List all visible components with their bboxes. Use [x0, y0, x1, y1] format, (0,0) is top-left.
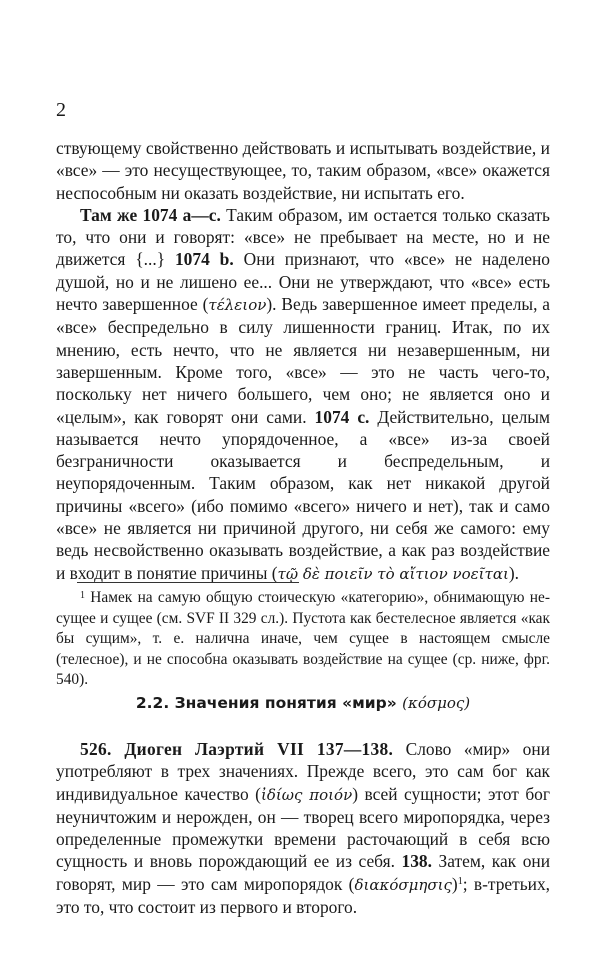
paragraph-continuation: ствующему свойственно действовать и испытывать воздействие, и «все» — это несуществующее, то, таким образом, «все» окажется неспособным ни оказать воздействие, ни испытать его. — [56, 138, 550, 203]
footnote-marker: 1 — [80, 590, 85, 601]
section-greek-term: (κόσμος) — [402, 694, 471, 712]
page-number: 2 — [56, 99, 66, 121]
reference-1074-c: 1074 c. — [314, 406, 370, 427]
text-segment: ; в-третьих, это то, что состоит из первого и второго. — [56, 873, 550, 918]
text-segment: Затем, как они говорят, мир — это сам миропорядок ( — [56, 851, 551, 894]
text-segment: ) — [451, 873, 458, 894]
main-text — [56, 137, 550, 585]
footnote-body: Намек на самую общую стоическую «категорию», обнимающую не-сущее и сущее (см. SVF II 329 сл.). Пустота как бестелесное является «как бы сущим», т. е. налична иначе, чем сущее в настоящем смысле (телесное), и не способна оказывать воздействие на сущее (ср. ниже, фрг. 540). — [56, 589, 550, 689]
reference-1074-b: 1074 b. — [174, 249, 234, 270]
reference-138: 138. — [401, 851, 432, 872]
paragraph-1074 — [56, 204, 550, 585]
greek-term: τέλειον — [208, 296, 267, 315]
reference-1074-a-c: Там же 1074 a—c. — [80, 204, 221, 225]
text-segment: Таким образом, им остается только сказать то, что они и говорят: «все» не пребывает на месте, но и не движется {...} — [56, 204, 550, 270]
section-title: 2.2. Значения понятия «мир» — [135, 694, 403, 712]
greek-phrase: τῷ δὲ ποιεῖν τὸ αἴτιον νοεῖται — [277, 564, 509, 583]
text-segment: ). Ведь завершенное имеет пределы, а «все» беспредельно в силу лишенности границ. Итак, по их мнению, есть нечто, что не является ни незавершенным, ни завершенным. Кроме того, «все» — это не часть чего-то, поскольку нет ничего большего, чем оно; не является оно и «целым», как говорят они сами. — [56, 294, 550, 427]
section-heading — [56, 692, 550, 714]
text-segment: ) всей сущности; этот бог неуничтожим и нерожден, он — творец всего миропорядка, через определенные промежутки времени расточающий в себя всю сущность и вновь порождающий ее из себя. — [56, 783, 551, 872]
footnote-reference[interactable]: 1 — [457, 875, 463, 887]
reference-526: 526. Диоген Лаэртий VII 137—138. — [80, 739, 394, 759]
text-segment: Действительно, целым называется нечто упорядоченное, а «все» из-за своей безграничности оказывается и беспредельным, и неупорядоченным. Таким образом, как нет никакой другой причины «всего» (ибо помимо «всего» ничего и нет), так и само «все» не является ни причиной другого, ни себя же самого: ему ведь несвойственно оказывать воздействие, а как раз воздействие и входит в понятие причины ( — [56, 406, 550, 583]
paragraph-526 — [56, 738, 550, 918]
footnote-text — [56, 588, 550, 691]
footnote-divider — [77, 582, 299, 583]
section-body — [56, 738, 550, 918]
greek-term: διακόσμησις — [354, 875, 452, 894]
greek-term: ἰδίως ποιόν — [260, 785, 353, 804]
text-segment: Слово «мир» они употребляют в трех значениях. Прежде всего, это сам бог как индивидуальное качество ( — [56, 739, 550, 804]
footnote — [56, 588, 550, 691]
text-segment: ). — [508, 562, 519, 583]
text-segment: Они признают, что «все» не наделено душой, но и не лишено ее... Они не утверждают, что «все» есть нечто завершенное ( — [56, 249, 550, 315]
